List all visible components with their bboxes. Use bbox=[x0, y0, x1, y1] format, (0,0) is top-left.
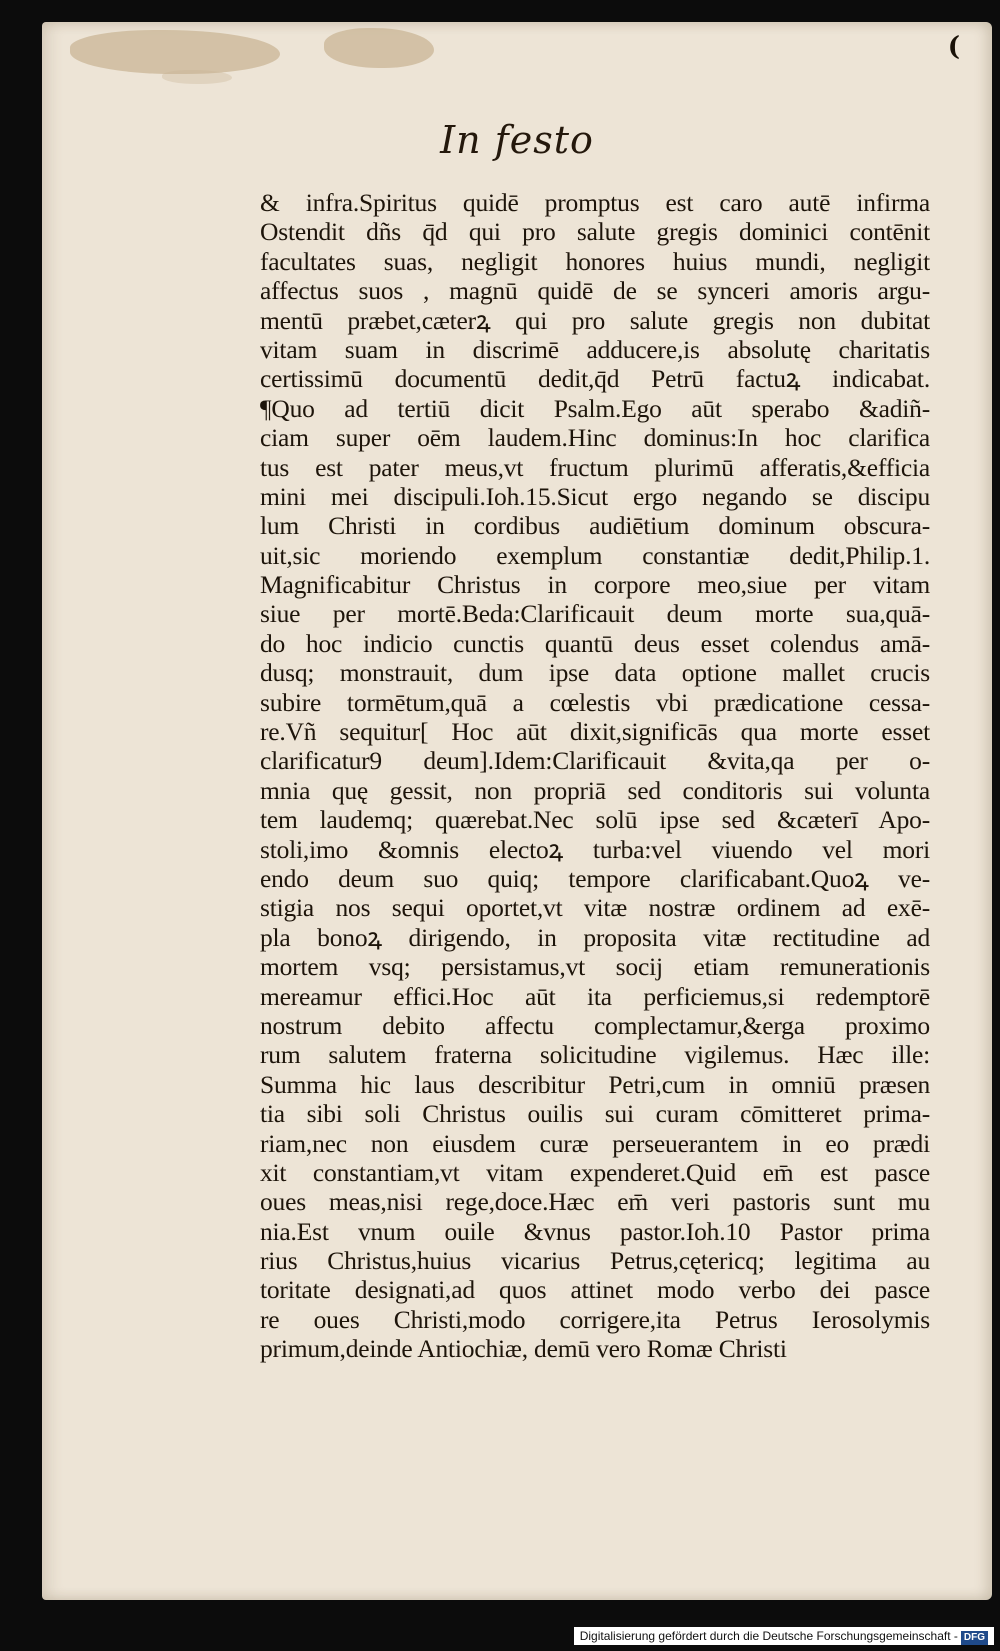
text-line: uit,sic moriendo exemplum constantiæ dedit,Philip.1. bbox=[260, 540, 930, 570]
text-line: tem laudemq; quærebat.Nec solū ipse sed &cæterī Apo- bbox=[260, 805, 930, 835]
corner-mark: ( bbox=[947, 32, 960, 62]
text-line: nia.Est vnum ouile &vnus pastor.Ioh.10 Pastor prima bbox=[260, 1216, 930, 1246]
running-header: In festo bbox=[440, 118, 594, 162]
text-line: dusq; monstrauit, dum ipse data optione mallet crucis bbox=[260, 658, 930, 688]
text-line: siue per mortē.Beda:Clarificauit deum morte sua,quā- bbox=[260, 599, 930, 629]
paper-stain bbox=[324, 28, 434, 68]
body-text bbox=[260, 188, 930, 1364]
paper-stain bbox=[70, 30, 280, 74]
text-line: xit constantiam,vt vitam expenderet.Quid em̄ est pasce bbox=[260, 1157, 930, 1187]
text-line: Summa hic laus describitur Petri,cum in omniū præsen bbox=[260, 1069, 930, 1099]
digitization-credit bbox=[574, 1627, 994, 1645]
text-line: certissimū documentū dedit,q̄d Petrū factuꝝ indicabat. bbox=[260, 364, 930, 394]
book-page bbox=[42, 22, 992, 1600]
text-line: primum,deinde Antiochiæ, demū vero Romæ Christi bbox=[260, 1334, 787, 1364]
dfg-logo: DFG bbox=[961, 1631, 988, 1645]
text-line: rius Christus,huius vicarius Petrus,cętericq; legitima au bbox=[260, 1246, 930, 1276]
text-line: stoli,imo &omnis electoꝝ turba:vel viuendo vel mori bbox=[260, 834, 930, 864]
text-line: mnia quę gessit, non propriā sed conditoris sui volunta bbox=[260, 775, 930, 805]
text-line: endo deum suo quiq; tempore clarificabant.Quoꝝ ve- bbox=[260, 863, 930, 893]
text-line: rum salutem fraterna solicitudine vigilemus. Hæc ille: bbox=[260, 1040, 930, 1070]
text-line: riam,nec non eiusdem curæ perseuerantem in eo prædi bbox=[260, 1128, 930, 1158]
text-line: tus est pater meus,vt fructum plurimū afferatis,&efficia bbox=[260, 452, 930, 482]
text-line: vitam suam in discrimē adducere,is absolutę charitatis bbox=[260, 334, 930, 364]
text-line: clarificatur9 deum].Idem:Clarificauit &vita,qa per o- bbox=[260, 746, 930, 776]
text-line: stigia nos sequi oportet,vt vitæ nostræ ordinem ad exē- bbox=[260, 893, 930, 923]
credit-text: Digitalisierung gefördert durch die Deutsche Forschungsgemeinschaft - bbox=[579, 1629, 958, 1643]
text-line: mereamur effici.Hoc aūt ita perficiemus,si redemptorē bbox=[260, 981, 930, 1011]
text-line: pla bonoꝝ dirigendo, in proposita vitæ rectitudine ad bbox=[260, 922, 930, 952]
text-line: mentū præbet,cæterꝝ qui pro salute gregis non dubitat bbox=[260, 305, 930, 335]
text-line: ¶Quo ad tertiū dicit Psalm.Ego aūt sperabo &adiñ- bbox=[260, 393, 930, 423]
text-line: mini mei discipuli.Ioh.15.Sicut ergo negando se discipu bbox=[260, 481, 930, 511]
paper-stain bbox=[162, 70, 232, 84]
text-line: mortem vsq; persistamus,vt socij etiam remunerationis bbox=[260, 952, 930, 982]
text-line: ciam super oēm laudem.Hinc dominus:In hoc clarifica bbox=[260, 423, 930, 453]
text-line: affectus suos , magnū quidē de se synceri amoris argu- bbox=[260, 276, 930, 306]
text-line: facultates suas, negligit honores huius mundi, negligit bbox=[260, 246, 930, 276]
text-line: subire tormētum,quā a cœlestis vbi prædicatione cessa- bbox=[260, 687, 930, 717]
text-line: tia sibi soli Christus ouilis sui curam cōmitteret prima- bbox=[260, 1099, 930, 1129]
text-line: oues meas,nisi rege,doce.Hæc em̄ veri pastoris sunt mu bbox=[260, 1187, 930, 1217]
text-line: do hoc indicio cunctis quantū deus esset colendus amā- bbox=[260, 628, 930, 658]
text-line: Magnificabitur Christus in corpore meo,siue per vitam bbox=[260, 570, 930, 600]
text-line: & infra.Spiritus quidē promptus est caro autē infirma bbox=[260, 188, 930, 217]
text-line: nostrum debito affectu complectamur,&erga proximo bbox=[260, 1010, 930, 1040]
text-line: Ostendit dñs q̄d qui pro salute gregis dominici contēnit bbox=[260, 217, 930, 247]
text-line: re oues Christi,modo corrigere,ita Petrus Ierosolymis bbox=[260, 1304, 930, 1334]
text-line: lum Christi in cordibus audiētium dominum obscura- bbox=[260, 511, 930, 541]
text-line: toritate designati,ad quos attinet modo verbo dei pasce bbox=[260, 1275, 930, 1305]
text-line: re.Vñ sequitur[ Hoc aūt dixit,significās qua morte esset bbox=[260, 717, 930, 747]
